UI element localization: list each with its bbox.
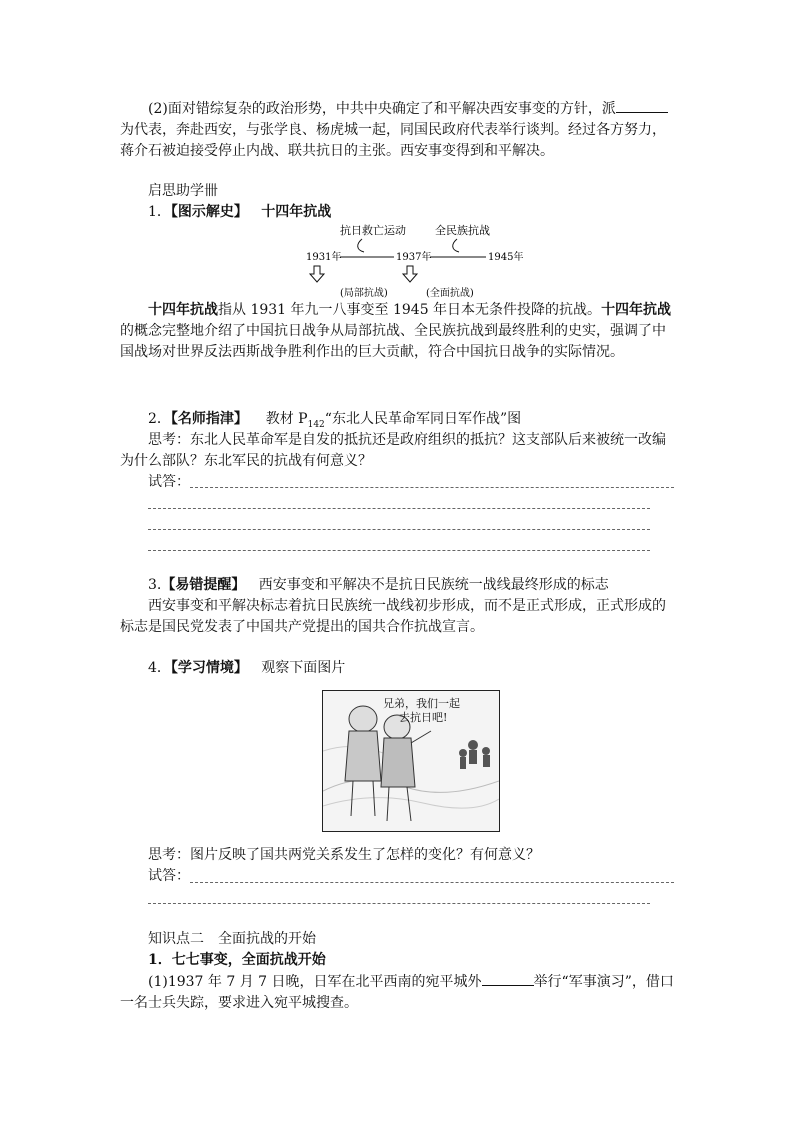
answer-label-1: 试答： <box>148 474 190 490</box>
section-2-header: 2．【名师指津】 教材 $P_{142}“$东北人民革命军同日军作战”图 <box>148 411 522 430</box>
answer-line[interactable] <box>190 882 674 883</box>
section-4-question: 思考：图片反映了国共两党关系发生了怎样的变化？有何意义？ <box>148 847 540 863</box>
answer-line[interactable] <box>148 903 650 904</box>
section-title: 十四年抗战 <box>261 204 332 220</box>
timeline-year-1931: 1931年 <box>306 252 342 263</box>
fill-blank[interactable] <box>482 971 534 986</box>
section-1-body: 十四年抗战指从 1931 年九一八事变至 1945 年日本无条件投降的抗战。十四年抗战的概念完整地介绍了中国抗日战争从局部抗战、全民族抗战到最终胜利的史实，强调了中国战场对世界反法西斯战争胜利作出的巨大贡献，符合中国抗日战争的实际情况。 <box>120 302 672 360</box>
timeline-phase-2: (全面抗战) <box>426 288 474 299</box>
paragraph-xian-incident: (2)面对错综复杂的政治形势，中共中央确定了和平解决西安事变的方针，派为代表，奔赴西安，与张学良、杨虎城一起，同国民政府代表举行谈判。经过各方努力，蒋介石被迫接受停止内战、联共抗日的主张。西安事变得到和平解决。 <box>120 98 676 162</box>
down-arrow-2 <box>403 266 417 282</box>
knowledge-point-2-heading: 知识点二 全面抗战的开始 <box>148 931 316 947</box>
down-arrow-1 <box>310 266 324 282</box>
tag-label: 【学习情境】 <box>170 660 248 676</box>
section-4-header: 4．【学习情境】 观察下面图片 <box>148 660 346 676</box>
section-3-header: 3.【易错提醒】 西安事变和平解决不是抗日民族统一战线最终形成的标志 <box>148 577 609 593</box>
section-1-header: 1．【图示解史】 十四年抗战 <box>148 204 332 220</box>
answer-line[interactable] <box>148 550 650 551</box>
timeline-event-2: 全民族抗战 <box>435 224 490 237</box>
cartoon-caption-1: 兄弟，我们一起 <box>383 697 460 710</box>
cartoon-drawing <box>323 691 499 831</box>
answer-line[interactable] <box>148 508 650 509</box>
section-heading-qisi: 启思助学卌 <box>148 183 218 199</box>
arrow-curve-1 <box>358 239 364 252</box>
timeline-year-1937: 1937年 <box>396 252 432 263</box>
knowledge-point-2-subheading: 1．七七事变，全面抗战开始 <box>148 952 326 968</box>
section-2-question: 思考：东北人民革命军是自发的抵抗还是政府组织的抵抗？这支部队后来被统一改编为什么部队？东北军民的抗战有何意义？ <box>120 432 666 469</box>
timeline-phase-1: (局部抗战) <box>340 288 388 299</box>
tag-label: 【图示解史】 <box>170 204 248 220</box>
section-3-body: 西安事变和平解决标志着抗日民族统一战线初步形成，而不是正式形成，正式形成的标志是国民党发表了中国共产党提出的国共合作抗战宣言。 <box>120 598 666 635</box>
answer-label-2: 试答： <box>148 868 190 884</box>
tag-label: 【名师指津】 <box>170 411 248 427</box>
timeline-year-1945: 1945年 <box>488 252 524 263</box>
cartoon-illustration <box>322 690 500 832</box>
cartoon-caption-2: 去抗日吧! <box>399 711 448 724</box>
fill-blank[interactable] <box>616 98 668 113</box>
arrow-curve-2 <box>453 239 459 252</box>
answer-line[interactable] <box>190 487 674 488</box>
timeline-event-1: 抗日救亡运动 <box>340 224 406 237</box>
timeline-diagram <box>300 220 530 300</box>
answer-line[interactable] <box>148 529 650 530</box>
tag-label: 【易错提醒】 <box>161 577 246 593</box>
knowledge-point-2-paragraph: (1)1937 年 7 月 7 日晚，日军在北平西南的宛平城外 举行“军事演习”，借口一名士兵失踪，要求进入宛平城搜查。 <box>120 971 676 1014</box>
